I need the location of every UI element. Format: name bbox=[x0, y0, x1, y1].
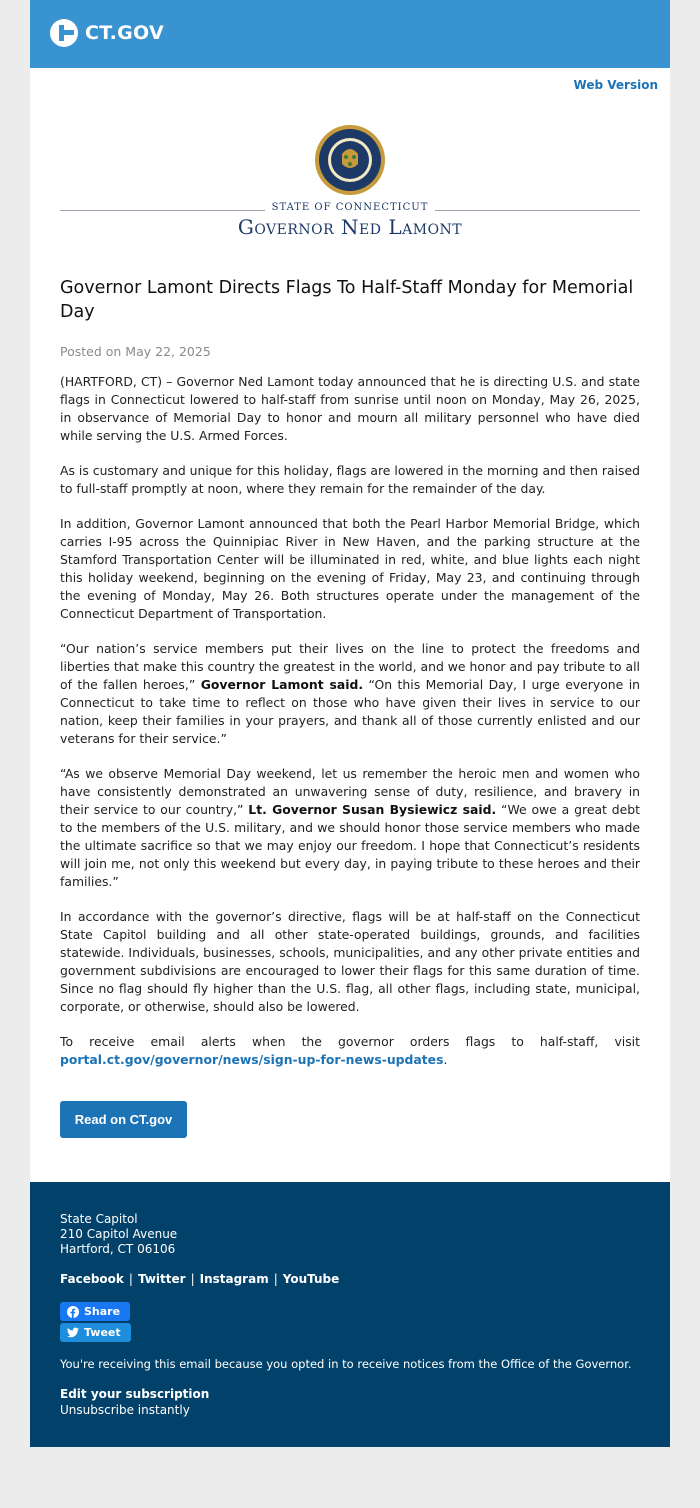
tweet-button[interactable] bbox=[60, 1323, 131, 1342]
email-container bbox=[30, 0, 670, 1447]
period: . bbox=[443, 1052, 448, 1067]
address-line-1: State Capitol bbox=[60, 1212, 138, 1226]
paragraph-4 bbox=[60, 640, 640, 748]
governor-name: Governor Ned Lamont bbox=[237, 215, 463, 239]
address-block bbox=[60, 1212, 177, 1257]
instagram-link[interactable]: Instagram bbox=[199, 1272, 269, 1286]
paragraph-1: (HARTFORD, CT) – Governor Ned Lamont today announced that he is directing U.S. and state flags in Connecticut lowered to half-staff from sunrise until noon on Monday, May 26, 2025, in observance of Memorial Day to honor and mourn all military personnel who have died while serving the U.S. Armed Forces. bbox=[60, 374, 640, 443]
share-label: Share bbox=[84, 1305, 121, 1318]
quote-text: “As we observe Memorial Day weekend, let us remember the heroic men and women who have consistently demonstrated an unwavering sense of duty, resilience, and bravery in their service to our country,” bbox=[60, 766, 640, 817]
logo-text: CT.GOV bbox=[85, 22, 164, 44]
state-label: STATE OF CONNECTICUT bbox=[271, 202, 429, 213]
speaker-governor: Governor Lamont said. bbox=[200, 677, 364, 692]
quote-text: “On this Memorial Day, I urge everyone in Connecticut to take time to reflect on those who have given their lives in service to our nation, keep their families in your prayers, and thank all of those currently enlisted and our veterans for their service.” bbox=[60, 677, 640, 746]
ct-gov-logo[interactable] bbox=[50, 19, 164, 47]
governor-seal-icon bbox=[314, 124, 386, 196]
paragraph-6: In accordance with the governor’s directive, flags will be at half-staff on the Connecticut State Capitol building and all other state-operated buildings, grounds, and facilities statewide. Individuals, businesses, schools, municipalities, and any other private entities and government subdivisions are encouraged to lower their flags for this same duration of time. Since no flag should fly higher than the U.S. flag, all other flags, including state, municipal, corporate, or otherwise, should also be lowered. bbox=[60, 909, 640, 1014]
separator: | bbox=[128, 1272, 133, 1286]
read-on-ctgov-button[interactable]: Read on CT.gov bbox=[60, 1101, 187, 1138]
posted-date: Posted on May 22, 2025 bbox=[60, 344, 211, 359]
twitter-link[interactable]: Twitter bbox=[137, 1272, 186, 1286]
edit-subscription-link[interactable]: Edit your subscription bbox=[60, 1387, 210, 1401]
facebook-share-button[interactable] bbox=[60, 1302, 130, 1321]
quote-text: “Our nation’s service members put their lives on the line to protect the freedoms and liberties that make this country the greatest in the world, and we honor and pay tribute to all of the fallen heroes,” bbox=[60, 641, 640, 692]
address-line-3: Hartford, CT 06106 bbox=[60, 1242, 176, 1256]
email-content bbox=[30, 68, 670, 1182]
header-bar bbox=[30, 0, 670, 68]
paragraph-7 bbox=[60, 1033, 640, 1069]
alerts-text: To receive email alerts when the governor orders flags to half-staff, visit bbox=[60, 1034, 640, 1049]
youtube-link[interactable]: YouTube bbox=[282, 1272, 340, 1286]
social-links bbox=[60, 1272, 339, 1286]
quote-text: “We owe a great debt to the members of the U.S. military, and we should honor those service members who made the ultimate sacrifice so that we may enjoy our freedom. I hope that Connecticut’s residents will join me, not only this weekend but every day, in paying tribute to these heroes and their families.” bbox=[60, 802, 640, 889]
tweet-label: Tweet bbox=[84, 1326, 121, 1339]
subscription-notice: You're receiving this email because you opted in to receive notices from the Office of the Governor. bbox=[60, 1357, 632, 1371]
article-title: Governor Lamont Directs Flags To Half-Staff Monday for Memorial Day bbox=[60, 278, 634, 322]
address-line-2: 210 Capitol Avenue bbox=[60, 1227, 178, 1241]
facebook-icon bbox=[67, 1306, 79, 1318]
facebook-link[interactable]: Facebook bbox=[60, 1272, 124, 1286]
article-body bbox=[60, 373, 640, 1086]
paragraph-2: As is customary and unique for this holiday, flags are lowered in the morning and then raised to full-staff promptly at noon, where they remain for the remainder of the day. bbox=[60, 463, 640, 496]
unsubscribe-link[interactable]: Unsubscribe instantly bbox=[60, 1403, 190, 1417]
separator: | bbox=[190, 1272, 195, 1286]
separator: | bbox=[273, 1272, 278, 1286]
footer bbox=[30, 1182, 670, 1447]
paragraph-3: In addition, Governor Lamont announced that both the Pearl Harbor Memorial Bridge, which carries I-95 across the Quinnipiac River in New Haven, and the parking structure at the Stamford Transportation Center will be illuminated in red, white, and blue lights each night this holiday weekend, beginning on the evening of Friday, May 23, and continuing through the evening of Monday, May 26. Both structures operate under the management of the Connecticut Department of Transportation. bbox=[60, 516, 640, 621]
news-signup-link[interactable]: portal.ct.gov/governor/news/sign-up-for-news-updates bbox=[60, 1052, 444, 1067]
speaker-lt-governor: Lt. Governor Susan Bysiewicz said. bbox=[248, 802, 497, 817]
ct-logo-icon bbox=[50, 19, 78, 47]
paragraph-5 bbox=[60, 765, 640, 891]
twitter-bird-icon bbox=[67, 1327, 79, 1338]
web-version-link[interactable]: Web Version bbox=[573, 78, 658, 92]
